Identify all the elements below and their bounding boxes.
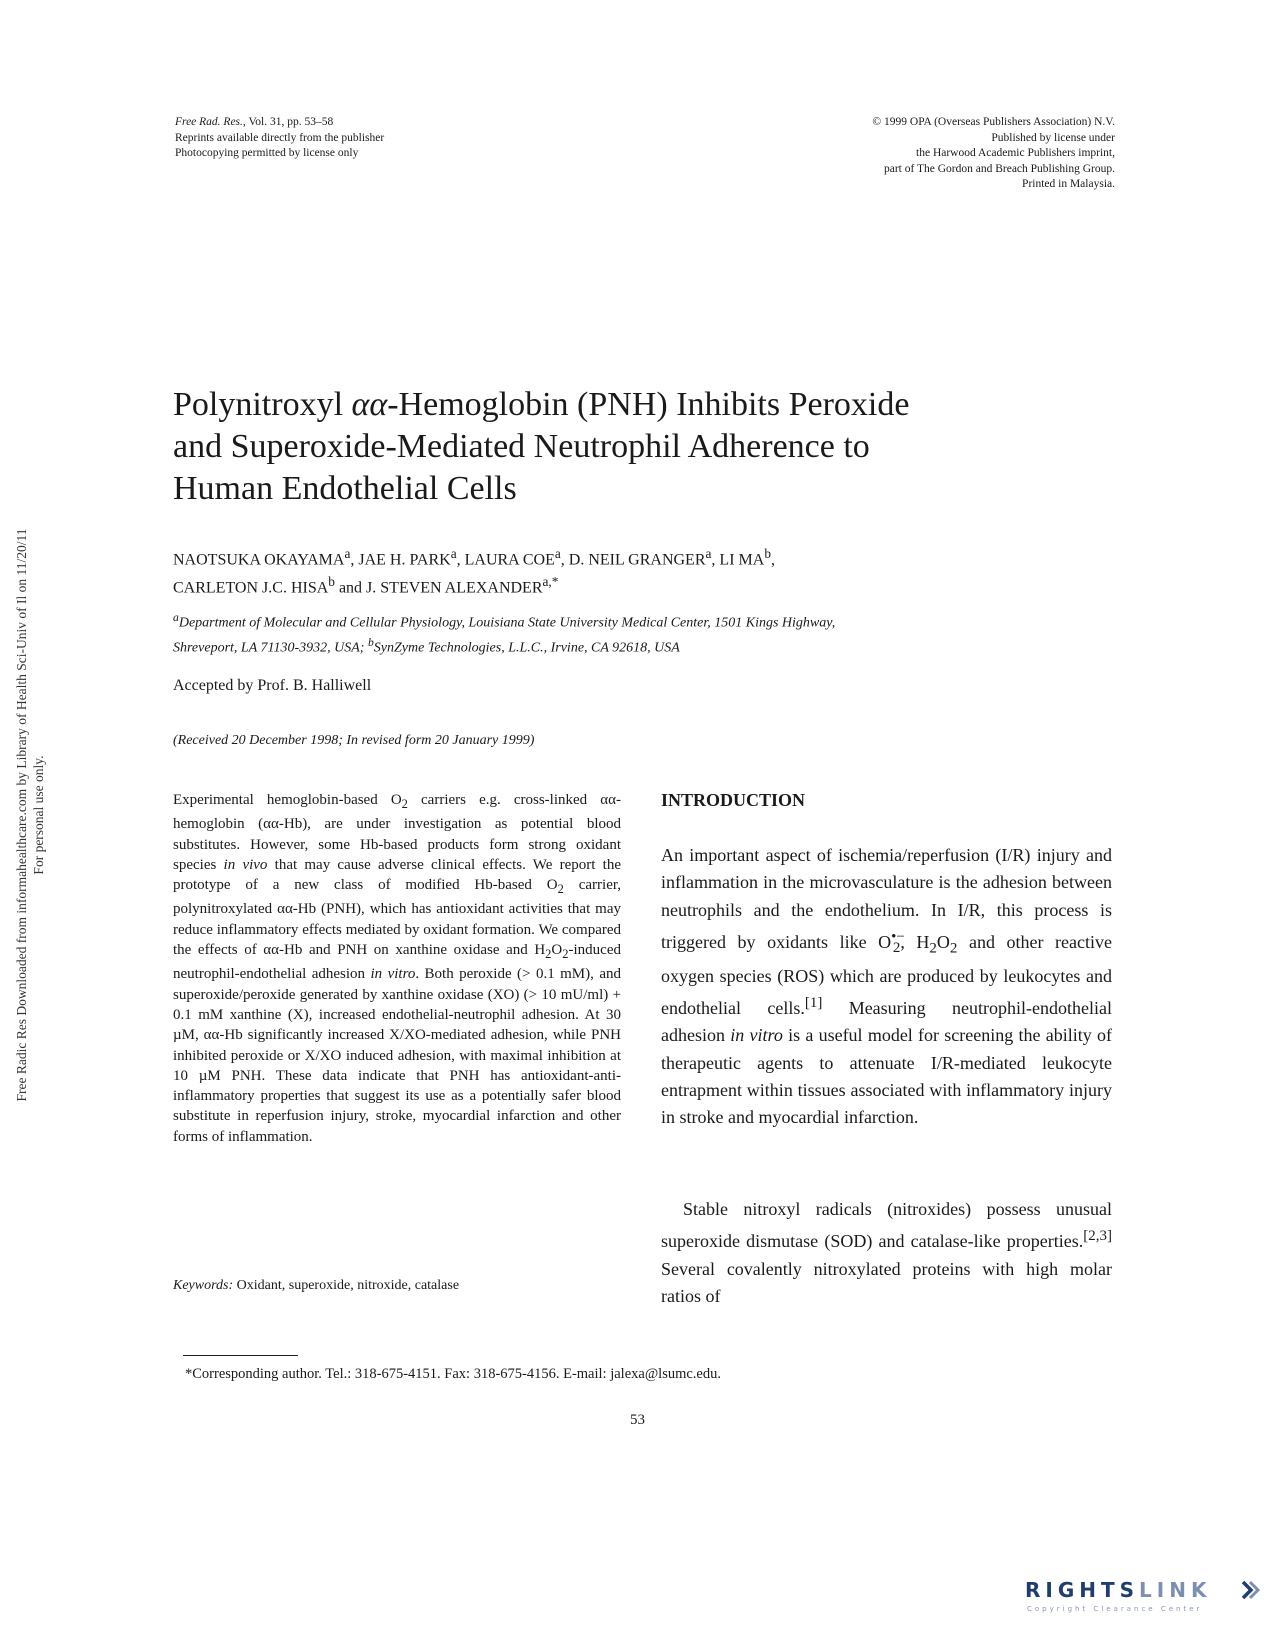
rightslink-logo[interactable] bbox=[1025, 1578, 1260, 1618]
received-dates: (Received 20 December 1998; In revised form 20 January 1999) bbox=[173, 733, 535, 748]
body-text: An important aspect of ischemia/reperfusion (I/R) injury and inflammation in the microvasculature is the adhesion between neutrophils and the endothelium. In I/R, this process is triggered by oxidants like O bbox=[661, 845, 1112, 952]
body-text: Stable nitroxyl radicals (nitroxides) possess unusual superoxide dismutase (SOD) and catalase-like properties. bbox=[661, 1199, 1112, 1252]
imprint-line: the Harwood Academic Publishers imprint, bbox=[916, 147, 1115, 159]
journal-header bbox=[175, 115, 384, 162]
journal-name: Free Rad. Res. bbox=[175, 116, 243, 128]
author: , LAURA COE bbox=[456, 551, 555, 569]
title-text: Polynitroxyl bbox=[173, 386, 352, 423]
subscript: 2 bbox=[929, 940, 937, 957]
article-title bbox=[173, 384, 1103, 510]
subscript: 2 bbox=[401, 797, 408, 811]
author-sup: a,* bbox=[542, 574, 559, 590]
abstract-text: O bbox=[551, 942, 563, 959]
affil-sup: a bbox=[173, 611, 179, 624]
author-sup: a bbox=[705, 546, 712, 561]
photocopy-line: Photocopying permitted by license only bbox=[175, 147, 359, 159]
author-sup: b bbox=[764, 546, 771, 561]
body-text: O bbox=[936, 931, 950, 952]
citation-ref[interactable]: [1] bbox=[804, 995, 823, 1012]
group-line: part of The Gordon and Breach Publishing Group. bbox=[883, 162, 1115, 175]
author-sup: a bbox=[554, 546, 561, 561]
rightslink-wordmark bbox=[1025, 1578, 1211, 1602]
keywords-label: Keywords: bbox=[173, 1278, 234, 1293]
body-text: Measuring neutrophil-endothelial adhesion bbox=[661, 998, 1112, 1046]
citation-line bbox=[175, 115, 384, 131]
section-heading: INTRODUCTION bbox=[661, 790, 806, 810]
rightslink-chevron-icon bbox=[1239, 1578, 1261, 1602]
abstract bbox=[173, 790, 621, 1147]
rightslink-word-dark: RIGHTS bbox=[1025, 1578, 1140, 1602]
italic-term: in vivo bbox=[223, 856, 268, 873]
download-watermark bbox=[0, 455, 60, 1175]
watermark-line-1: Free Radic Res Downloaded from informahealthcare.com by Library of Health Sci-Univ of Il on 11/20/11 bbox=[14, 528, 29, 1102]
affil-text: Department of Molecular and Cellular Physiology, Louisiana State University Medical Center, 1501 Kings Highway, bbox=[178, 615, 836, 631]
author-list: NAOTSUKA OKAYAMA$^a$, JAE H. PARK$^a$, LAURA COE$^a$, D. NEIL GRANGER$^a$, LI $MA^b$, CARLETON J.C. HISA$^b$ and J. STEVEN $ALEXANDER^{a,*}$ bbox=[173, 546, 775, 597]
keywords-list: Oxidant, superoxide, nitroxide, catalase bbox=[233, 1278, 460, 1293]
rightslink-word-light: LINK bbox=[1139, 1578, 1212, 1602]
title-line-3: Human Endothelial Cells bbox=[173, 470, 517, 507]
abstract-text: carrier, polynitroxylated αα-Hb (PNH), which has antioxidant activities that may reduce inflammatory effects mediated by oxidant formation. We compared the effects of αα-Hb and PNH on xanthine oxidase and H bbox=[173, 877, 621, 959]
author: NAOTSUKA OKAYAMA bbox=[173, 551, 345, 569]
abstract-text: that may cause adverse clinical effects. We report the prototype of a new class of modified Hb-based O bbox=[173, 856, 621, 894]
title-line-2: and Superoxide-Mediated Neutrophil Adherence to bbox=[173, 428, 870, 465]
author: , JAE H. PARK bbox=[350, 551, 451, 569]
author-sup: a bbox=[450, 546, 457, 561]
corresponding-author-footnote: *Corresponding author. Tel.: 318-675-4151. Fax: 318-675-4156. E-mail: jalexa@lsumc.edu. bbox=[185, 1366, 721, 1382]
affil-text: Shreveport, LA 71130-3932, USA; bbox=[173, 640, 368, 656]
title-greek: αα bbox=[351, 386, 388, 423]
watermark-text bbox=[13, 529, 47, 1102]
watermark-line-2: For personal use only. bbox=[31, 755, 46, 875]
page-number: 53 bbox=[630, 1412, 645, 1428]
abstract-text: -induced neutrophil-endothelial adhesion bbox=[173, 942, 621, 983]
citation-ref[interactable]: [2,3] bbox=[1083, 1228, 1112, 1245]
affiliations bbox=[173, 608, 1073, 657]
subscript: 2 bbox=[557, 882, 564, 897]
body-text: , H bbox=[900, 931, 930, 952]
affil-sup: b bbox=[367, 635, 374, 649]
body-text: and other reactive oxygen species (ROS) which are produced by leukocytes and endothelial cells. bbox=[661, 931, 1112, 1019]
italic-term: in vitro bbox=[730, 1025, 783, 1046]
italic-term: in vitro bbox=[370, 966, 416, 983]
reprints-line: Reprints available directly from the publisher bbox=[175, 131, 385, 144]
intro-paragraph-2 bbox=[661, 1196, 1112, 1310]
rightslink-tagline: Copyright Clearance Center bbox=[1027, 1605, 1203, 1613]
subscript: 2 bbox=[562, 947, 569, 962]
copyright-header bbox=[872, 115, 1115, 193]
body-text: is a useful model for screening the ability of therapeutic agents to attenuate I/R-mediated leukocyte entrapment within tissues associated with inflammatory injury in stroke and myocardial infarction. bbox=[661, 1025, 1112, 1128]
title-line-1 bbox=[173, 386, 909, 423]
abstract-text: . Both peroxide (> 0.1 mM), and superoxide/peroxide generated by xanthine oxidase (XO) (> 10 mU/ml) + 0.1 mM xanthine (X), increased endothelial-neutrophil adhesion. At 30 µM, αα-Hb significantly increased X/XO-mediated adhesion, while PNH inhibited peroxide or X/XO induced adhesion, with maximal inhibition at 10 µM PNH. These data indicate that PNH has antioxidant-anti-inflammatory properties that suggest its use as a potentially safer blood substitute in reperfusion injury, stroke, myocardial infarction and other forms of inflammation. bbox=[173, 966, 621, 1145]
abstract-text: carriers e.g. cross-linked αα-hemoglobin (αα-Hb), are under investigation as potential blood substitutes. However, some Hb-based products form strong oxidant species bbox=[173, 792, 621, 873]
author: , D. NEIL GRANGER bbox=[560, 551, 706, 569]
subscript: 2 bbox=[892, 940, 901, 957]
author: and J. STEVEN ALEXANDER bbox=[334, 579, 543, 597]
title-text: -Hemoglobin (PNH) Inhibits Peroxide bbox=[387, 386, 910, 423]
author-sup: a bbox=[344, 546, 351, 561]
intro-paragraph-1 bbox=[661, 842, 1112, 1132]
license-line: Published by license under bbox=[991, 131, 1115, 144]
subscript: 2 bbox=[545, 947, 552, 962]
printed-line: Printed in Malaysia. bbox=[1022, 178, 1115, 190]
footnote-rule bbox=[183, 1355, 298, 1356]
volume-pages: , Vol. 31, pp. 53–58 bbox=[242, 116, 334, 128]
copyright-line: © 1999 OPA (Overseas Publishers Association) N.V. bbox=[872, 116, 1115, 128]
author: CARLETON J.C. HISA bbox=[173, 579, 329, 597]
author-sup: b bbox=[328, 574, 335, 590]
body-text: Several covalently nitroxylated proteins with high molar ratios of bbox=[661, 1258, 1112, 1306]
affil-text: SynZyme Technologies, L.L.C., Irvine, CA 92618, USA bbox=[373, 640, 680, 656]
subscript: 2 bbox=[949, 940, 958, 957]
keywords bbox=[173, 1278, 459, 1294]
accepted-by: Accepted by Prof. B. Halliwell bbox=[173, 677, 372, 694]
superscript: •− bbox=[891, 928, 905, 945]
abstract-text: Experimental hemoglobin-based O bbox=[173, 792, 402, 808]
author: , LI MA bbox=[711, 551, 765, 569]
